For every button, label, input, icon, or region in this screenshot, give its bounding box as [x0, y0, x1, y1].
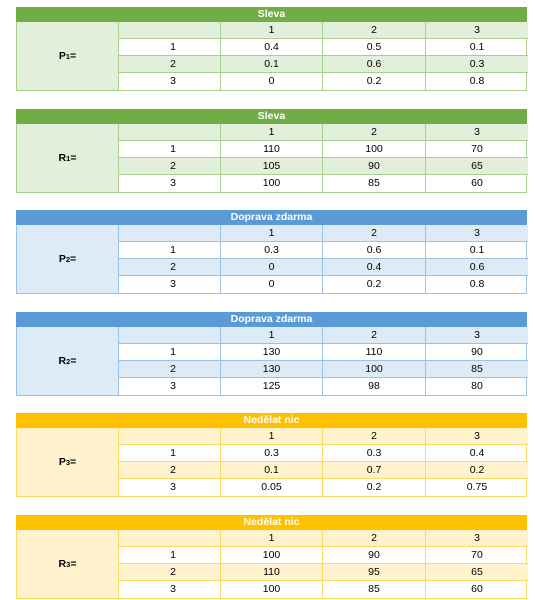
matrix-label-part: = [70, 558, 77, 570]
table-cell: 1 [119, 445, 221, 462]
table-row [119, 276, 528, 293]
table-cell: 0.2 [323, 276, 426, 293]
table-row [119, 175, 528, 192]
table-cell: 2 [323, 428, 426, 445]
table-row [119, 39, 528, 56]
table-cell: 0.6 [469, 261, 485, 273]
table-row [119, 259, 528, 276]
table-sleva-r1 [16, 109, 527, 193]
table-cell: 0.1 [221, 462, 323, 479]
table-cell: 100 [323, 141, 426, 158]
table-doprava-r2 [16, 312, 527, 396]
table-cell: 0.6 [323, 242, 426, 259]
table-cell: 3 [474, 126, 480, 138]
table-cell: 3 [474, 227, 480, 239]
table-cell: 125 [221, 378, 323, 395]
table-cell: 0.6 [323, 56, 426, 73]
matrix-label [17, 327, 119, 395]
matrix-label-part: P [58, 253, 66, 265]
table-cell: 1 [221, 22, 323, 39]
table-row [119, 242, 528, 259]
table-cell: 100 [221, 547, 323, 564]
matrix-label [17, 428, 119, 496]
table-cell: 70 [471, 143, 483, 155]
table-title: Doprava zdarma [16, 210, 527, 225]
table-cell: 0.3 [469, 58, 485, 70]
table-row [119, 479, 528, 496]
table-cell [119, 428, 221, 445]
matrix-label-part: 3 [65, 457, 71, 467]
matrix-rows [119, 225, 528, 293]
table-doprava-p2 [16, 210, 527, 294]
header-row [119, 22, 528, 39]
table-row [119, 581, 528, 598]
header-row [119, 530, 528, 547]
table-row [119, 564, 528, 581]
table-cell: 0.1 [469, 41, 485, 53]
table-nedelat-r3 [16, 515, 527, 599]
matrix-label [17, 124, 119, 192]
matrix-grid [16, 428, 527, 497]
table-row [119, 158, 528, 175]
table-cell [119, 124, 221, 141]
table-nedelat-p3 [16, 413, 527, 497]
matrix-label-part: 2 [66, 356, 71, 366]
table-cell: 100 [221, 175, 323, 192]
table-cell: 0 [221, 259, 323, 276]
table-cell: 0.8 [469, 75, 485, 87]
table-cell: 2 [323, 22, 426, 39]
table-cell: 60 [471, 177, 483, 189]
matrix-label-part: 3 [66, 559, 71, 569]
table-cell: 3 [474, 24, 480, 36]
table-cell: 60 [471, 583, 483, 595]
matrix-label-part: R [58, 152, 67, 164]
table-cell: 1 [221, 225, 323, 242]
matrix-label-part: = [70, 152, 77, 164]
table-cell: 70 [471, 549, 483, 561]
header-row [119, 327, 528, 344]
matrix-label [17, 22, 119, 90]
table-cell: 90 [471, 346, 483, 358]
matrix-label-part: R [58, 558, 67, 570]
table-cell: 3 [119, 175, 221, 192]
table-cell: 3 [119, 378, 221, 395]
table-cell: 90 [323, 547, 426, 564]
table-cell: 3 [119, 479, 221, 496]
table-cell: 2 [119, 462, 221, 479]
table-cell: 0.3 [221, 242, 323, 259]
matrix-grid [16, 530, 527, 599]
table-row [119, 56, 528, 73]
table-cell: 2 [119, 158, 221, 175]
table-cell: 0.2 [323, 479, 426, 496]
table-title: Sleva [16, 109, 527, 124]
table-cell: 100 [323, 361, 426, 378]
table-cell: 2 [323, 530, 426, 547]
table-cell: 0.1 [469, 244, 485, 256]
table-row [119, 141, 528, 158]
table-row [119, 73, 528, 90]
matrix-rows [119, 22, 528, 90]
table-title: Doprava zdarma [16, 312, 527, 327]
table-cell: 0.3 [221, 445, 323, 462]
header-row [119, 225, 528, 242]
table-cell: 2 [119, 361, 221, 378]
table-cell: 110 [323, 344, 426, 361]
table-cell: 0.05 [221, 479, 323, 496]
table-cell: 2 [119, 564, 221, 581]
table-row [119, 547, 528, 564]
matrix-grid [16, 22, 527, 91]
table-cell: 65 [471, 566, 483, 578]
matrix-label-part: = [70, 355, 77, 367]
table-cell: 0.2 [469, 464, 485, 476]
table-sleva-p1 [16, 7, 527, 91]
table-cell: 0.8 [469, 278, 485, 290]
matrix-label-part: 2 [65, 254, 71, 264]
matrix-label-part: 1 [66, 153, 71, 163]
matrix-label-part: = [70, 50, 77, 62]
table-cell: 3 [474, 430, 480, 442]
table-cell: 1 [119, 344, 221, 361]
matrix-rows [119, 428, 528, 496]
table-cell: 105 [221, 158, 323, 175]
table-cell: 0.4 [221, 39, 323, 56]
table-cell: 0.75 [466, 481, 488, 493]
table-cell: 3 [474, 329, 480, 341]
matrix-label-part: P [58, 50, 66, 62]
table-row [119, 344, 528, 361]
table-cell: 1 [119, 547, 221, 564]
table-cell [119, 327, 221, 344]
table-cell: 3 [119, 276, 221, 293]
matrix-label [17, 225, 119, 293]
matrix-label-part: = [70, 456, 77, 468]
table-cell: 80 [471, 380, 483, 392]
table-cell: 1 [119, 242, 221, 259]
matrix-label [17, 530, 119, 598]
table-cell: 98 [323, 378, 426, 395]
table-cell: 85 [323, 581, 426, 598]
matrix-grid [16, 327, 527, 396]
matrix-rows [119, 327, 528, 395]
table-cell: 110 [221, 141, 323, 158]
table-cell: 2 [323, 225, 426, 242]
header-row [119, 428, 528, 445]
table-cell: 2 [323, 327, 426, 344]
table-row [119, 378, 528, 395]
table-row [119, 361, 528, 378]
table-cell: 85 [323, 175, 426, 192]
table-cell [119, 530, 221, 547]
table-cell: 0.5 [323, 39, 426, 56]
table-cell: 1 [221, 428, 323, 445]
table-title: Sleva [16, 7, 527, 22]
header-row [119, 124, 528, 141]
table-cell: 0.4 [323, 259, 426, 276]
table-cell: 2 [119, 259, 221, 276]
table-cell: 1 [221, 327, 323, 344]
table-cell: 100 [221, 581, 323, 598]
table-cell: 130 [221, 361, 323, 378]
matrix-label-part: = [70, 253, 77, 265]
table-row [119, 462, 528, 479]
table-cell: 1 [119, 141, 221, 158]
table-cell: 0.3 [323, 445, 426, 462]
table-cell: 95 [323, 564, 426, 581]
table-cell: 3 [119, 581, 221, 598]
table-cell: 110 [221, 564, 323, 581]
table-cell: 130 [221, 344, 323, 361]
table-title: Nedělat nic [16, 515, 527, 530]
matrix-rows [119, 124, 528, 192]
table-cell: 0.7 [323, 462, 426, 479]
table-cell: 85 [471, 363, 483, 375]
matrix-label-part: R [58, 355, 67, 367]
matrix-grid [16, 124, 527, 193]
table-cell: 0 [221, 73, 323, 90]
table-row [119, 445, 528, 462]
table-cell: 2 [119, 56, 221, 73]
table-cell [119, 22, 221, 39]
table-cell: 1 [221, 124, 323, 141]
table-cell [119, 225, 221, 242]
table-cell: 0 [221, 276, 323, 293]
table-cell: 65 [471, 160, 483, 172]
table-cell: 2 [323, 124, 426, 141]
matrix-rows [119, 530, 528, 598]
table-cell: 0.1 [221, 56, 323, 73]
matrix-label-part: 1 [65, 51, 71, 61]
table-cell: 90 [323, 158, 426, 175]
table-cell: 3 [119, 73, 221, 90]
matrix-label-part: P [58, 456, 66, 468]
matrix-grid [16, 225, 527, 294]
table-cell: 3 [474, 532, 480, 544]
table-title: Nedělat nic [16, 413, 527, 428]
table-cell: 1 [221, 530, 323, 547]
table-cell: 0.2 [323, 73, 426, 90]
table-cell: 1 [119, 39, 221, 56]
table-cell: 0.4 [469, 447, 485, 459]
